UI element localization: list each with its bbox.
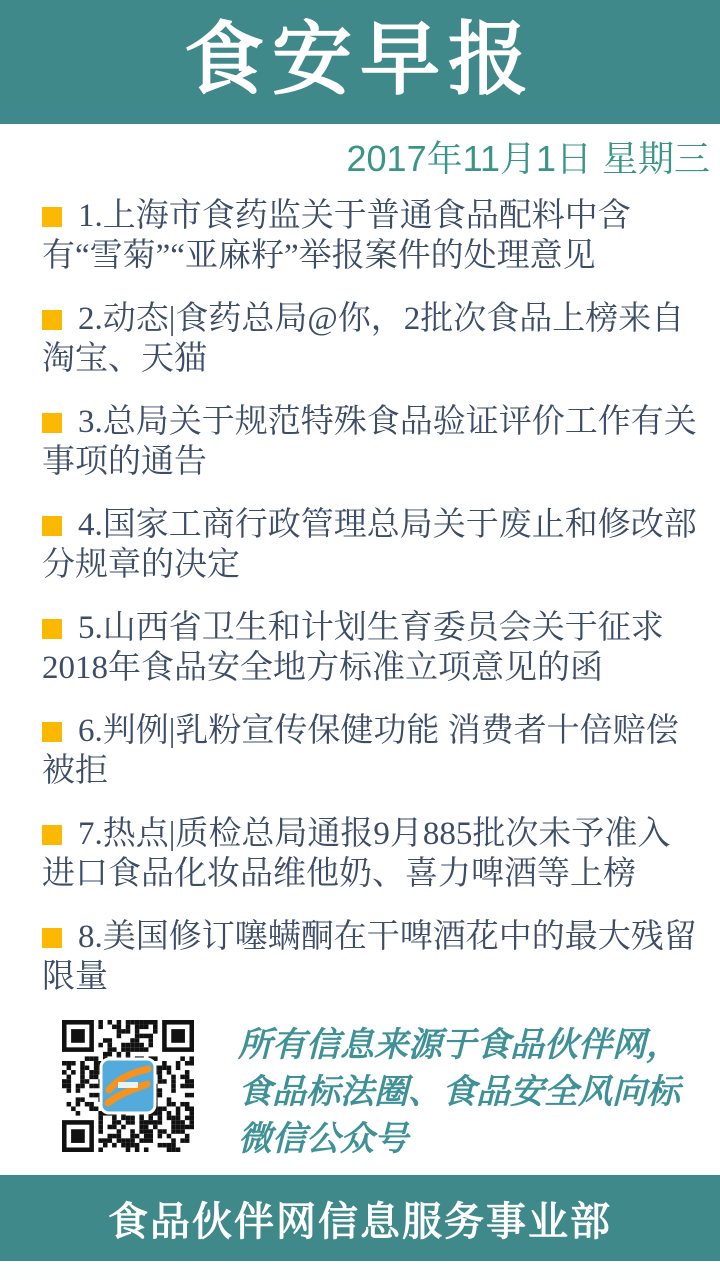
- header-banner: [0, 0, 720, 124]
- list-item: [42, 814, 700, 894]
- list-item: [42, 505, 700, 585]
- footer-text: 食品伙伴网信息服务事业部: [108, 1199, 612, 1244]
- news-item-text: 2.动态|食药总局@你，2批次食品上榜来自淘宝、天猫: [42, 301, 685, 377]
- page-title: 食安早报: [184, 15, 536, 104]
- list-item: [42, 711, 700, 791]
- news-item-text: 4.国家工商行政管理总局关于废止和修改部分规章的决定: [42, 507, 697, 583]
- bullet-square-icon: [42, 516, 62, 536]
- news-list: [0, 194, 720, 1020]
- date-row: [0, 124, 720, 194]
- news-item-text: 5.山西省卫生和计划生育委员会关于征求2018年食品安全地方标准立项意见的函: [42, 610, 664, 686]
- news-item-text: 6.判例|乳粉宣传保健功能 消费者十倍赔偿被拒: [42, 713, 679, 789]
- bullet-square-icon: [42, 722, 62, 742]
- news-item-text: 8.美国修订噻螨酮在干啤酒花中的最大残留限量: [42, 919, 697, 995]
- list-item: [42, 299, 700, 379]
- list-item: [42, 608, 700, 688]
- bullet-square-icon: [42, 310, 62, 330]
- qr-caption: 所有信息来源于食品伙伴网，食品标法圈、食品安全风向标微信公众号: [238, 1027, 680, 1158]
- bullet-square-icon: [42, 207, 62, 227]
- list-item: [42, 196, 700, 276]
- bottom-strip: [0, 1261, 720, 1280]
- date-text: 2017年11月1日 星期三: [346, 138, 710, 179]
- bullet-square-icon: [42, 413, 62, 433]
- list-item: [42, 917, 700, 997]
- bullet-square-icon: [42, 619, 62, 639]
- bullet-square-icon: [42, 928, 62, 948]
- list-item: [42, 402, 700, 482]
- news-item-text: 3.总局关于规范特殊食品验证评价工作有关事项的通告: [42, 404, 697, 480]
- news-item-text: 7.热点|质检总局通报9月885批次未予准入进口食品化妆品维他奶、喜力啤酒等上榜: [42, 816, 671, 892]
- qr-section: [0, 1020, 720, 1163]
- bullet-square-icon: [42, 825, 62, 845]
- wechat-qr-code-icon: [62, 1020, 194, 1152]
- footer-banner: [0, 1175, 720, 1261]
- news-item-text: 1.上海市食药监关于普通食品配料中含有“雪菊”“亚麻籽”举报案件的处理意见: [42, 198, 631, 274]
